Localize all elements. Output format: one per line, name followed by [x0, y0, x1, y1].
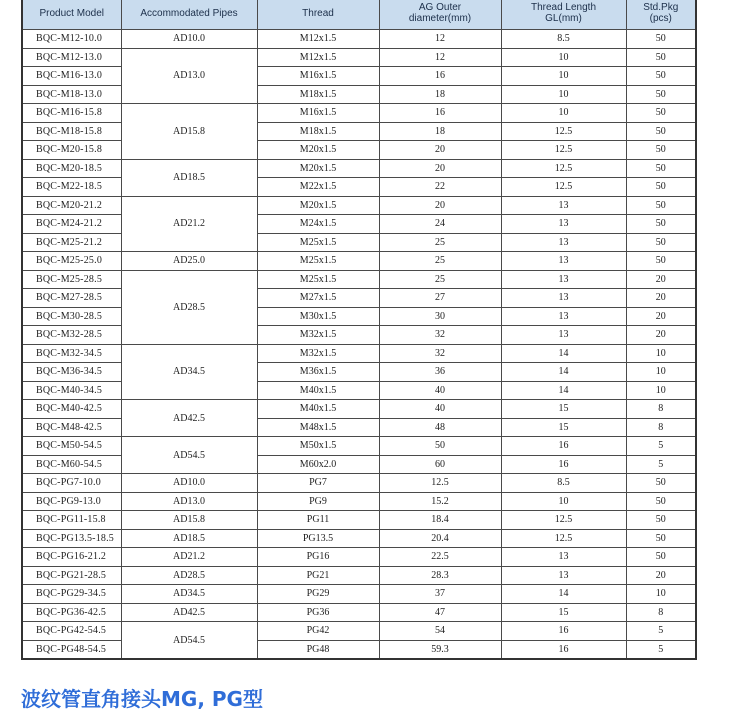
cell-thread-length: 13 — [501, 196, 626, 215]
table-row — [22, 622, 696, 641]
cell-outer-diameter: 25 — [379, 270, 501, 289]
cell-thread-length: 15 — [501, 418, 626, 437]
cell-thread-length: 15 — [501, 400, 626, 419]
cell-thread-length: 8.5 — [501, 30, 626, 49]
cell-thread: PG9 — [257, 492, 379, 511]
header-thread-length — [501, 0, 626, 30]
cell-thread: M24x1.5 — [257, 215, 379, 234]
cell-accommodated-pipes: AD15.8 — [121, 511, 257, 530]
cell-thread-length: 12.5 — [501, 511, 626, 530]
cell-product-model: BQC-PG36-42.5 — [22, 603, 121, 622]
cell-std-pkg: 50 — [626, 196, 696, 215]
cell-accommodated-pipes: AD10.0 — [121, 474, 257, 493]
header-thread-length-line2: GL(mm) — [545, 13, 582, 24]
table-row — [22, 196, 696, 215]
cell-accommodated-pipes: AD13.0 — [121, 492, 257, 511]
cell-std-pkg: 20 — [626, 307, 696, 326]
cell-thread: M32x1.5 — [257, 326, 379, 345]
cell-accommodated-pipes: AD18.5 — [121, 529, 257, 548]
header-accommodated-pipes: Accommodated Pipes — [121, 0, 257, 30]
cell-thread: M25x1.5 — [257, 270, 379, 289]
cell-thread-length: 14 — [501, 363, 626, 382]
cell-thread: M32x1.5 — [257, 344, 379, 363]
cell-thread-length: 12.5 — [501, 141, 626, 160]
cell-thread: PG29 — [257, 585, 379, 604]
cell-thread: PG21 — [257, 566, 379, 585]
cell-std-pkg: 50 — [626, 215, 696, 234]
cell-thread-length: 13 — [501, 233, 626, 252]
header-thread-length-line1: Thread Length — [530, 2, 597, 13]
cell-std-pkg: 10 — [626, 344, 696, 363]
cell-thread: M25x1.5 — [257, 252, 379, 271]
cell-thread: M25x1.5 — [257, 233, 379, 252]
cell-std-pkg: 50 — [626, 67, 696, 86]
cell-std-pkg: 50 — [626, 492, 696, 511]
cell-outer-diameter: 24 — [379, 215, 501, 234]
cell-outer-diameter: 47 — [379, 603, 501, 622]
cell-thread-length: 13 — [501, 252, 626, 271]
table-row — [22, 474, 696, 493]
cell-product-model: BQC-M20-18.5 — [22, 159, 121, 178]
cell-std-pkg: 50 — [626, 85, 696, 104]
cell-thread: PG16 — [257, 548, 379, 567]
cell-product-model: BQC-M20-21.2 — [22, 196, 121, 215]
cell-product-model: BQC-M20-15.8 — [22, 141, 121, 160]
cell-std-pkg: 20 — [626, 289, 696, 308]
cell-product-model: BQC-PG7-10.0 — [22, 474, 121, 493]
cell-thread-length: 10 — [501, 104, 626, 123]
cell-std-pkg: 50 — [626, 48, 696, 67]
cell-thread: M12x1.5 — [257, 48, 379, 67]
cell-product-model: BQC-M60-54.5 — [22, 455, 121, 474]
cell-outer-diameter: 28.3 — [379, 566, 501, 585]
cell-outer-diameter: 16 — [379, 67, 501, 86]
cell-std-pkg: 10 — [626, 363, 696, 382]
cell-thread-length: 13 — [501, 215, 626, 234]
cell-thread: M18x1.5 — [257, 122, 379, 141]
cell-thread-length: 13 — [501, 548, 626, 567]
cell-thread: M40x1.5 — [257, 400, 379, 419]
cell-thread: M20x1.5 — [257, 141, 379, 160]
cell-std-pkg: 8 — [626, 400, 696, 419]
cell-product-model: BQC-M25-28.5 — [22, 270, 121, 289]
cell-product-model: BQC-M25-25.0 — [22, 252, 121, 271]
cell-product-model: BQC-M40-34.5 — [22, 381, 121, 400]
cell-thread: PG36 — [257, 603, 379, 622]
header-product-model: Product Model — [22, 0, 121, 30]
cell-product-model: BQC-M50-54.5 — [22, 437, 121, 456]
cell-outer-diameter: 20.4 — [379, 529, 501, 548]
cell-outer-diameter: 27 — [379, 289, 501, 308]
table-row — [22, 603, 696, 622]
cell-accommodated-pipes: AD21.2 — [121, 196, 257, 252]
cell-outer-diameter: 54 — [379, 622, 501, 641]
cell-accommodated-pipes: AD28.5 — [121, 566, 257, 585]
cell-accommodated-pipes: AD54.5 — [121, 437, 257, 474]
cell-product-model: BQC-M24-21.2 — [22, 215, 121, 234]
table-header-row — [22, 0, 696, 30]
cell-outer-diameter: 60 — [379, 455, 501, 474]
cell-std-pkg: 5 — [626, 455, 696, 474]
header-outer-diameter-line2: diameter(mm) — [408, 13, 472, 24]
table-row — [22, 104, 696, 123]
cell-outer-diameter: 40 — [379, 381, 501, 400]
cell-product-model: BQC-M40-42.5 — [22, 400, 121, 419]
cell-std-pkg: 20 — [626, 566, 696, 585]
table-row — [22, 252, 696, 271]
cell-thread-length: 16 — [501, 455, 626, 474]
cell-accommodated-pipes: AD28.5 — [121, 270, 257, 344]
cell-thread: M16x1.5 — [257, 67, 379, 86]
cell-accommodated-pipes: AD25.0 — [121, 252, 257, 271]
cell-outer-diameter: 18 — [379, 85, 501, 104]
cell-thread: M60x2.0 — [257, 455, 379, 474]
cell-thread: M50x1.5 — [257, 437, 379, 456]
cell-outer-diameter: 40 — [379, 400, 501, 419]
cell-accommodated-pipes: AD21.2 — [121, 548, 257, 567]
cell-outer-diameter: 18 — [379, 122, 501, 141]
table-row — [22, 548, 696, 567]
cell-outer-diameter: 48 — [379, 418, 501, 437]
cell-product-model: BQC-M18-15.8 — [22, 122, 121, 141]
cell-thread: PG42 — [257, 622, 379, 641]
header-thread: Thread — [257, 0, 379, 30]
cell-thread-length: 14 — [501, 585, 626, 604]
cell-thread-length: 10 — [501, 492, 626, 511]
cell-outer-diameter: 20 — [379, 141, 501, 160]
cell-accommodated-pipes: AD42.5 — [121, 400, 257, 437]
cell-thread-length: 16 — [501, 622, 626, 641]
cell-thread-length: 12.5 — [501, 122, 626, 141]
cell-product-model: BQC-M36-34.5 — [22, 363, 121, 382]
cell-thread: PG48 — [257, 640, 379, 659]
cell-thread: M48x1.5 — [257, 418, 379, 437]
table-row — [22, 566, 696, 585]
cell-std-pkg: 50 — [626, 141, 696, 160]
cell-accommodated-pipes: AD10.0 — [121, 30, 257, 49]
cell-product-model: BQC-PG16-21.2 — [22, 548, 121, 567]
cell-thread-length: 16 — [501, 437, 626, 456]
cell-thread-length: 10 — [501, 85, 626, 104]
cell-std-pkg: 5 — [626, 622, 696, 641]
cell-thread-length: 12.5 — [501, 529, 626, 548]
cell-std-pkg: 50 — [626, 529, 696, 548]
product-spec-table — [21, 0, 697, 660]
header-outer-diameter — [379, 0, 501, 30]
cell-std-pkg: 10 — [626, 585, 696, 604]
cell-product-model: BQC-M25-21.2 — [22, 233, 121, 252]
table-row — [22, 30, 696, 49]
header-std-pkg-line2: (pcs) — [649, 13, 672, 24]
cell-product-model: BQC-M12-10.0 — [22, 30, 121, 49]
table-row — [22, 159, 696, 178]
cell-std-pkg: 8 — [626, 418, 696, 437]
cell-thread-length: 12.5 — [501, 159, 626, 178]
header-outer-diameter-line1: AG Outer — [418, 2, 462, 13]
cell-thread: PG13.5 — [257, 529, 379, 548]
cell-thread-length: 12.5 — [501, 178, 626, 197]
table-row — [22, 344, 696, 363]
table-row — [22, 585, 696, 604]
cell-accommodated-pipes: AD15.8 — [121, 104, 257, 160]
cell-product-model: BQC-M18-13.0 — [22, 85, 121, 104]
table-row — [22, 270, 696, 289]
cell-outer-diameter: 12.5 — [379, 474, 501, 493]
header-std-pkg-line1: Std.Pkg — [643, 2, 679, 13]
cell-std-pkg: 50 — [626, 511, 696, 530]
cell-product-model: BQC-PG13.5-18.5 — [22, 529, 121, 548]
cell-outer-diameter: 30 — [379, 307, 501, 326]
cell-outer-diameter: 20 — [379, 196, 501, 215]
cell-outer-diameter: 37 — [379, 585, 501, 604]
cell-accommodated-pipes: AD34.5 — [121, 344, 257, 400]
table-row — [22, 492, 696, 511]
table-row — [22, 48, 696, 67]
cell-thread-length: 16 — [501, 640, 626, 659]
cell-product-model: BQC-M22-18.5 — [22, 178, 121, 197]
cell-thread-length: 13 — [501, 326, 626, 345]
table-row — [22, 529, 696, 548]
table-row — [22, 437, 696, 456]
cell-std-pkg: 50 — [626, 474, 696, 493]
cell-std-pkg: 50 — [626, 548, 696, 567]
cell-product-model: BQC-M27-28.5 — [22, 289, 121, 308]
cell-thread-length: 14 — [501, 344, 626, 363]
cell-outer-diameter: 15.2 — [379, 492, 501, 511]
table-body — [22, 30, 696, 660]
cell-product-model: BQC-PG21-28.5 — [22, 566, 121, 585]
cell-std-pkg: 50 — [626, 30, 696, 49]
cell-outer-diameter: 50 — [379, 437, 501, 456]
cell-product-model: BQC-PG48-54.5 — [22, 640, 121, 659]
cell-thread: M12x1.5 — [257, 30, 379, 49]
table-row — [22, 511, 696, 530]
cell-std-pkg: 50 — [626, 122, 696, 141]
cell-product-model: BQC-M16-15.8 — [22, 104, 121, 123]
cell-thread: M20x1.5 — [257, 196, 379, 215]
cell-accommodated-pipes: AD34.5 — [121, 585, 257, 604]
cell-thread: PG11 — [257, 511, 379, 530]
cell-std-pkg: 8 — [626, 603, 696, 622]
cell-thread: M18x1.5 — [257, 85, 379, 104]
cell-thread-length: 13 — [501, 307, 626, 326]
cell-thread: PG7 — [257, 474, 379, 493]
product-series-caption: 波纹管直角接头MG, PG型 — [21, 687, 263, 711]
cell-thread-length: 10 — [501, 48, 626, 67]
cell-outer-diameter: 32 — [379, 344, 501, 363]
header-std-pkg — [626, 0, 696, 30]
cell-outer-diameter: 12 — [379, 30, 501, 49]
cell-std-pkg: 50 — [626, 178, 696, 197]
cell-product-model: BQC-M30-28.5 — [22, 307, 121, 326]
cell-product-model: BQC-PG42-54.5 — [22, 622, 121, 641]
cell-thread-length: 14 — [501, 381, 626, 400]
cell-std-pkg: 5 — [626, 437, 696, 456]
cell-product-model: BQC-M32-34.5 — [22, 344, 121, 363]
cell-thread: M40x1.5 — [257, 381, 379, 400]
cell-accommodated-pipes: AD18.5 — [121, 159, 257, 196]
cell-product-model: BQC-PG11-15.8 — [22, 511, 121, 530]
cell-product-model: BQC-M32-28.5 — [22, 326, 121, 345]
cell-std-pkg: 50 — [626, 233, 696, 252]
cell-accommodated-pipes: AD54.5 — [121, 622, 257, 660]
cell-std-pkg: 20 — [626, 326, 696, 345]
cell-thread-length: 13 — [501, 270, 626, 289]
cell-outer-diameter: 25 — [379, 252, 501, 271]
cell-thread-length: 10 — [501, 67, 626, 86]
cell-outer-diameter: 20 — [379, 159, 501, 178]
cell-outer-diameter: 32 — [379, 326, 501, 345]
cell-product-model: BQC-M12-13.0 — [22, 48, 121, 67]
cell-product-model: BQC-M16-13.0 — [22, 67, 121, 86]
cell-std-pkg: 5 — [626, 640, 696, 659]
cell-thread: M36x1.5 — [257, 363, 379, 382]
cell-outer-diameter: 22.5 — [379, 548, 501, 567]
table-row — [22, 400, 696, 419]
cell-thread-length: 13 — [501, 289, 626, 308]
cell-thread-length: 15 — [501, 603, 626, 622]
cell-thread: M22x1.5 — [257, 178, 379, 197]
cell-thread: M16x1.5 — [257, 104, 379, 123]
cell-std-pkg: 20 — [626, 270, 696, 289]
cell-outer-diameter: 59.3 — [379, 640, 501, 659]
cell-outer-diameter: 36 — [379, 363, 501, 382]
cell-thread-length: 8.5 — [501, 474, 626, 493]
cell-thread-length: 13 — [501, 566, 626, 585]
cell-product-model: BQC-M48-42.5 — [22, 418, 121, 437]
cell-std-pkg: 50 — [626, 159, 696, 178]
cell-std-pkg: 10 — [626, 381, 696, 400]
cell-outer-diameter: 16 — [379, 104, 501, 123]
cell-accommodated-pipes: AD42.5 — [121, 603, 257, 622]
cell-thread: M27x1.5 — [257, 289, 379, 308]
cell-outer-diameter: 25 — [379, 233, 501, 252]
cell-product-model: BQC-PG29-34.5 — [22, 585, 121, 604]
cell-thread: M20x1.5 — [257, 159, 379, 178]
cell-std-pkg: 50 — [626, 104, 696, 123]
cell-outer-diameter: 22 — [379, 178, 501, 197]
cell-thread: M30x1.5 — [257, 307, 379, 326]
cell-outer-diameter: 18.4 — [379, 511, 501, 530]
cell-accommodated-pipes: AD13.0 — [121, 48, 257, 104]
cell-outer-diameter: 12 — [379, 48, 501, 67]
cell-std-pkg: 50 — [626, 252, 696, 271]
cell-product-model: BQC-PG9-13.0 — [22, 492, 121, 511]
